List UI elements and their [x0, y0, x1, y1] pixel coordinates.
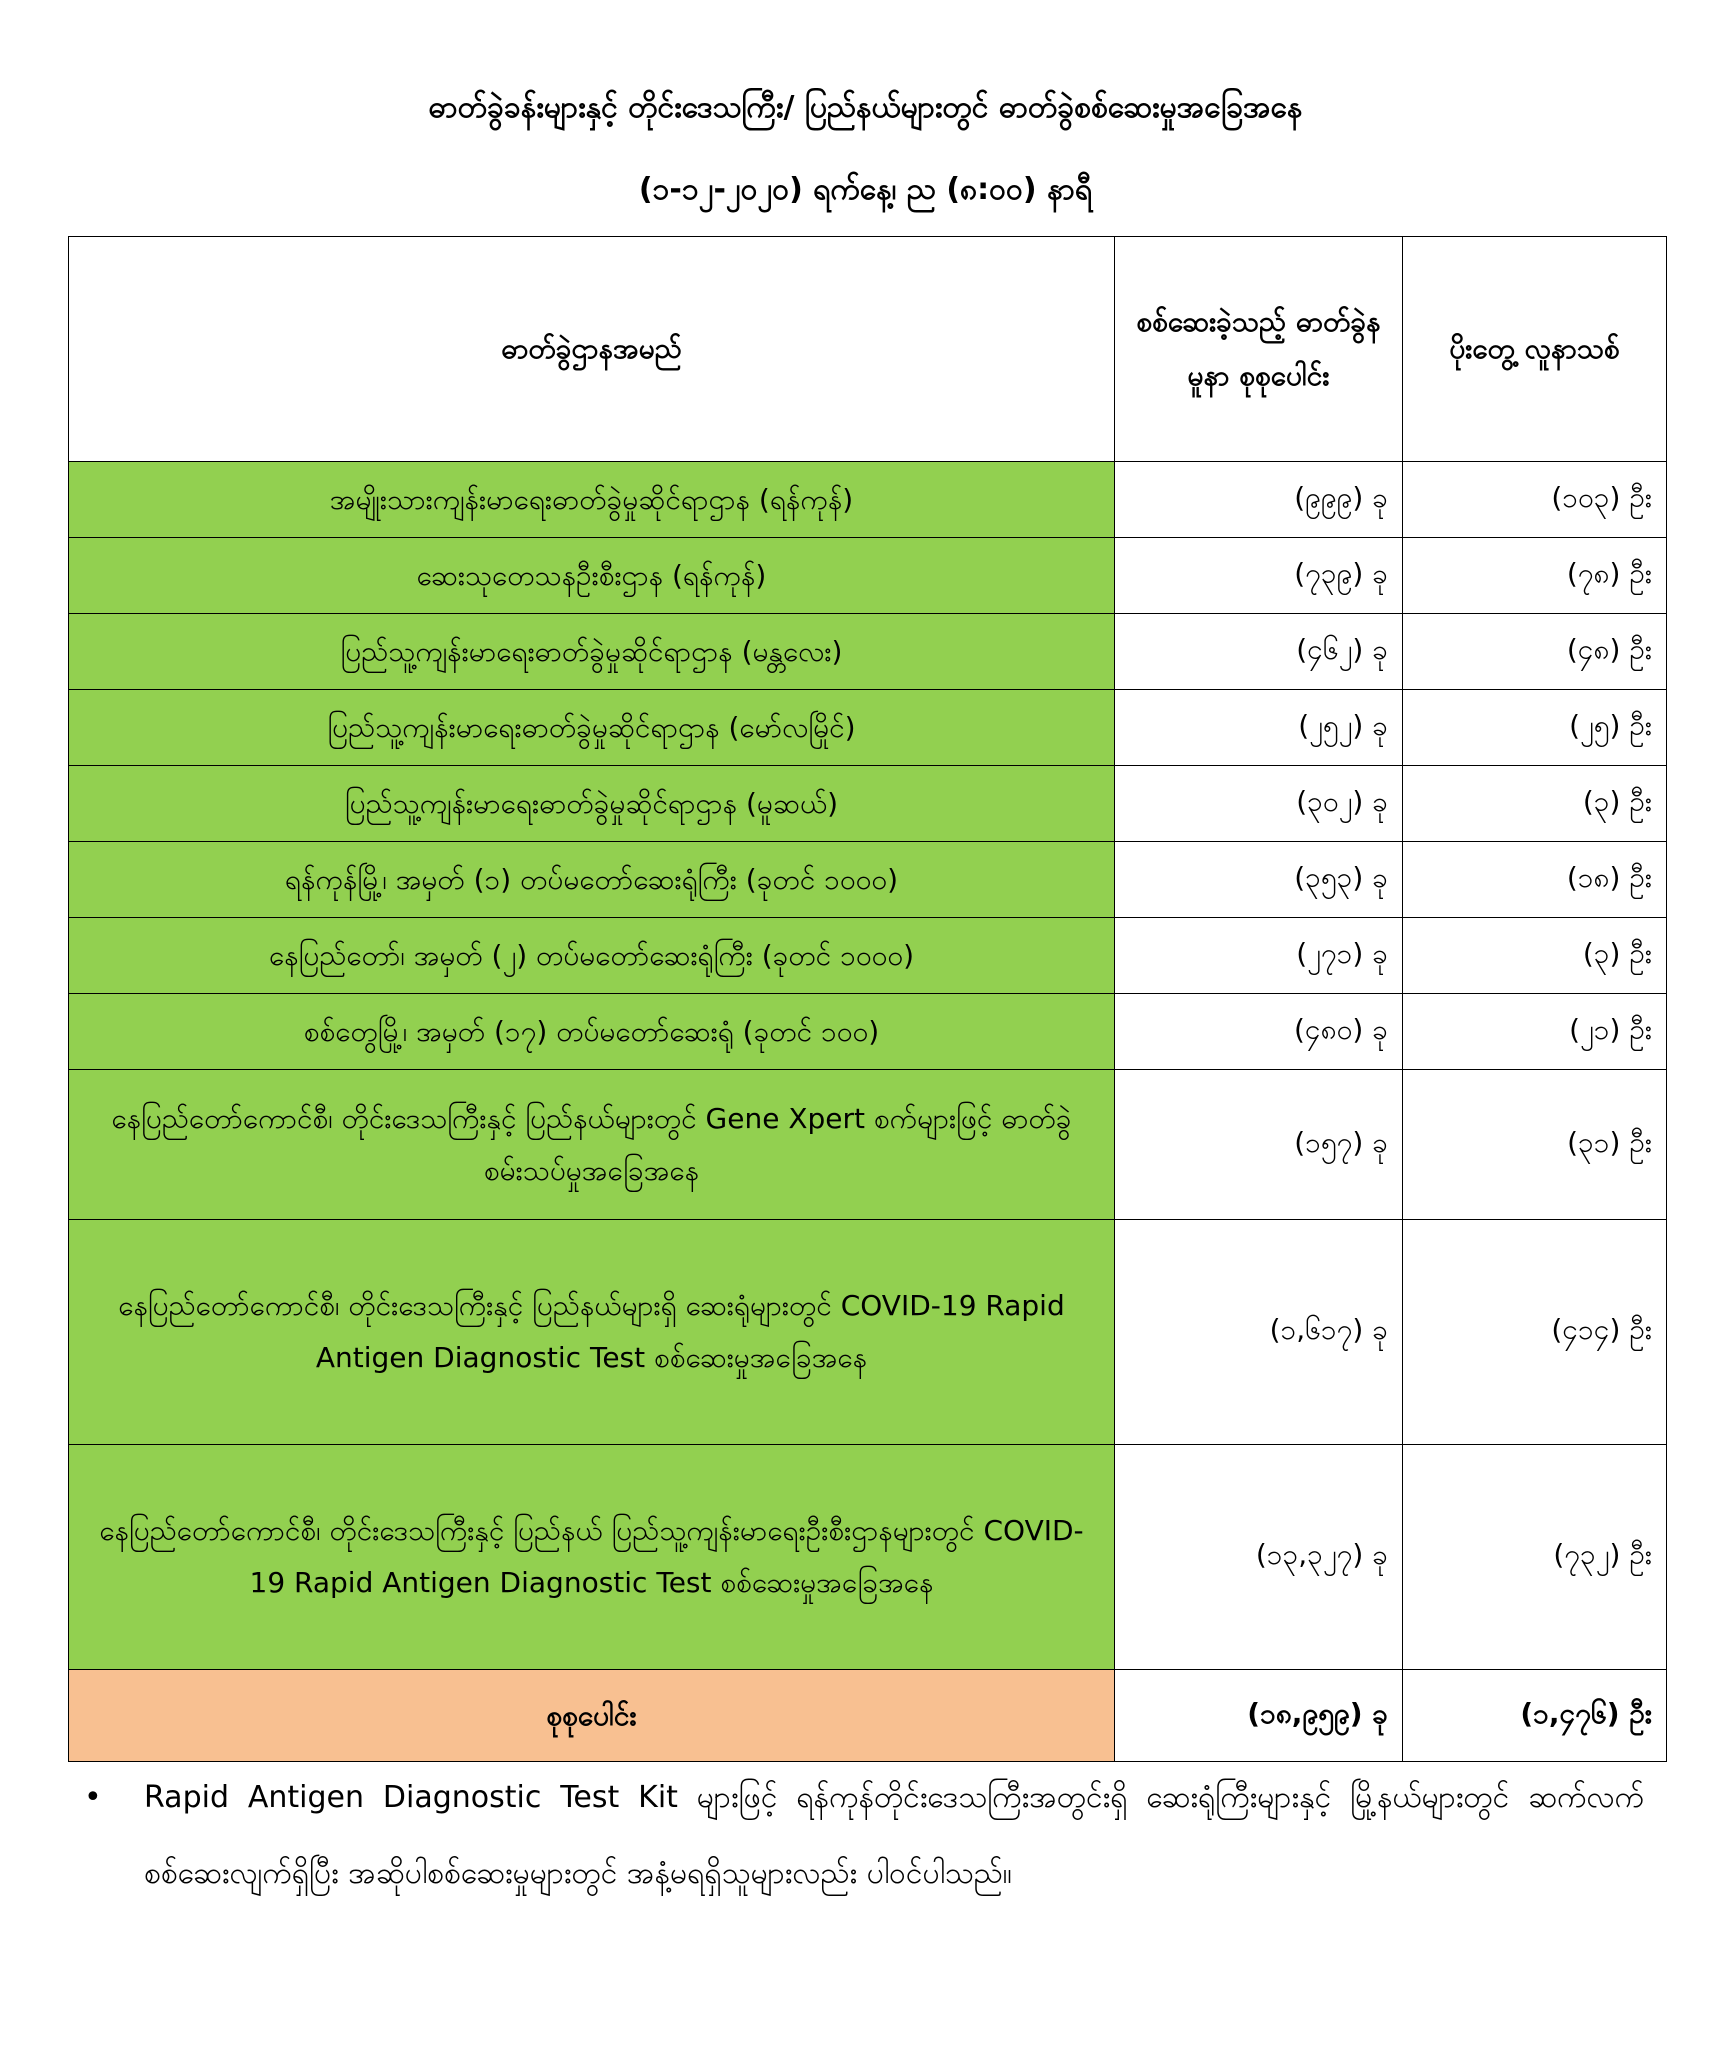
- footnote: [84, 1760, 1644, 1912]
- new-cases-count: (၃) ဦး: [1403, 766, 1667, 842]
- new-cases-count: (၇၃၂) ဦး: [1403, 1445, 1667, 1670]
- header-new-cases: ပိုးတွေ့ လူနာသစ်: [1403, 237, 1667, 462]
- lab-testing-table: [68, 236, 1667, 1762]
- facility-name: နေပြည်တော်ကောင်စီ၊ တိုင်းဒေသကြီးနှင့် ပြည်နယ်များရှိ ဆေးရုံများတွင် COVID-19 Rapid Antigen Diagnostic Test စစ်ဆေးမှုအခြေအနေ: [69, 1220, 1115, 1445]
- new-cases-count: (၇၈) ဦး: [1403, 538, 1667, 614]
- samples-count: (၂၇၁) ခု: [1115, 918, 1403, 994]
- total-new-cases: (၁,၄၇၆) ဦး: [1403, 1670, 1667, 1762]
- facility-name: နေပြည်တော်ကောင်စီ၊ တိုင်းဒေသကြီးနှင့် ပြည်နယ် ပြည်သူ့ကျန်းမာရေးဦးစီးဌာနများတွင် COVID-19 Rapid Antigen Diagnostic Test စစ်ဆေးမှုအခြေအနေ: [69, 1445, 1115, 1670]
- samples-count: (၁၃,၃၂၇) ခု: [1115, 1445, 1403, 1670]
- header-samples: စစ်ဆေးခဲ့သည့် ဓာတ်ခွဲနမူနာ စုစုပေါင်း: [1115, 237, 1403, 462]
- report-date: (၁-၁၂-၂၀၂၀) ရက်နေ့၊ ည (၈:၀၀) နာရီ: [638, 172, 1093, 207]
- new-cases-count: (၂၅) ဦး: [1403, 690, 1667, 766]
- facility-name: ရန်ကုန်မြို့၊ အမှတ် (၁) တပ်မတော်ဆေးရုံကြီး (ခုတင် ၁၀၀၀): [69, 842, 1115, 918]
- table-row: [69, 462, 1667, 538]
- facility-name: ပြည်သူ့ကျန်းမာရေးဓာတ်ခွဲမှုဆိုင်ရာဌာန (မူဆယ်): [69, 766, 1115, 842]
- total-row: [69, 1670, 1667, 1762]
- report-title: ဓာတ်ခွဲခန်းများနှင့် တိုင်းဒေသကြီး/ ပြည်နယ်များတွင် ဓာတ်ခွဲစစ်ဆေးမှုအခြေအနေ: [428, 90, 1303, 125]
- table-row: [69, 1220, 1667, 1445]
- table-row: [69, 918, 1667, 994]
- samples-count: (၄၈၀) ခု: [1115, 994, 1403, 1070]
- table-header-row: [69, 237, 1667, 462]
- header-facility: ဓာတ်ခွဲဌာနအမည်: [69, 237, 1115, 462]
- new-cases-count: (၁၈) ဦး: [1403, 842, 1667, 918]
- facility-name: စစ်တွေမြို့၊ အမှတ် (၁၇) တပ်မတော်ဆေးရုံ (ခုတင် ၁၀၀): [69, 994, 1115, 1070]
- new-cases-count: (၁၀၃) ဦး: [1403, 462, 1667, 538]
- table-row: [69, 1070, 1667, 1220]
- facility-name: ဆေးသုတေသနဦးစီးဌာန (ရန်ကုန်): [69, 538, 1115, 614]
- table-row: [69, 538, 1667, 614]
- new-cases-count: (၄၈) ဦး: [1403, 614, 1667, 690]
- samples-count: (၉၉၉) ခု: [1115, 462, 1403, 538]
- footnote-text: Rapid Antigen Diagnostic Test Kit များဖြင့် ရန်ကုန်တိုင်းဒေသကြီးအတွင်းရှိ ဆေးရုံကြီးများနှင့် မြို့နယ်များတွင် ဆက်လက်စစ်ဆေးလျက်ရှိပြီး အဆိုပါစစ်ဆေးမှုများတွင် အနံ့မရရှိသူများလည်း ပါဝင်ပါသည်။: [144, 1780, 1644, 1891]
- facility-name: ပြည်သူ့ကျန်းမာရေးဓာတ်ခွဲမှုဆိုင်ရာဌာန (မန္တလေး): [69, 614, 1115, 690]
- new-cases-count: (၃၁) ဦး: [1403, 1070, 1667, 1220]
- samples-count: (၃၅၃) ခု: [1115, 842, 1403, 918]
- total-label: စုစုပေါင်း: [69, 1670, 1115, 1762]
- new-cases-count: (၂၁) ဦး: [1403, 994, 1667, 1070]
- samples-count: (၄၆၂) ခု: [1115, 614, 1403, 690]
- bullet-point: •: [84, 1780, 102, 1815]
- samples-count: (၇၃၉) ခု: [1115, 538, 1403, 614]
- table-row: [69, 994, 1667, 1070]
- samples-count: (၃၀၂) ခု: [1115, 766, 1403, 842]
- facility-name: အမျိုးသားကျန်းမာရေးဓာတ်ခွဲမှုဆိုင်ရာဌာန (ရန်ကုန်): [69, 462, 1115, 538]
- facility-name: နေပြည်တော်ကောင်စီ၊ တိုင်းဒေသကြီးနှင့် ပြည်နယ်များတွင် Gene Xpert စက်များဖြင့် ဓာတ်ခွဲစမ်းသပ်မှုအခြေအနေ: [69, 1070, 1115, 1220]
- total-samples: (၁၈,၉၅၉) ခု: [1115, 1670, 1403, 1762]
- samples-count: (၁,၆၁၇) ခု: [1115, 1220, 1403, 1445]
- facility-name: ပြည်သူ့ကျန်းမာရေးဓာတ်ခွဲမှုဆိုင်ရာဌာန (မော်လမြိုင်): [69, 690, 1115, 766]
- table-row: [69, 1445, 1667, 1670]
- table-row: [69, 842, 1667, 918]
- table-row: [69, 690, 1667, 766]
- new-cases-count: (၄၁၄) ဦး: [1403, 1220, 1667, 1445]
- samples-count: (၂၅၂) ခု: [1115, 690, 1403, 766]
- samples-count: (၁၅၇) ခု: [1115, 1070, 1403, 1220]
- table-row: [69, 766, 1667, 842]
- new-cases-count: (၃) ဦး: [1403, 918, 1667, 994]
- facility-name: နေပြည်တော်၊ အမှတ် (၂) တပ်မတော်ဆေးရုံကြီး (ခုတင် ၁၀၀၀): [69, 918, 1115, 994]
- table-row: [69, 614, 1667, 690]
